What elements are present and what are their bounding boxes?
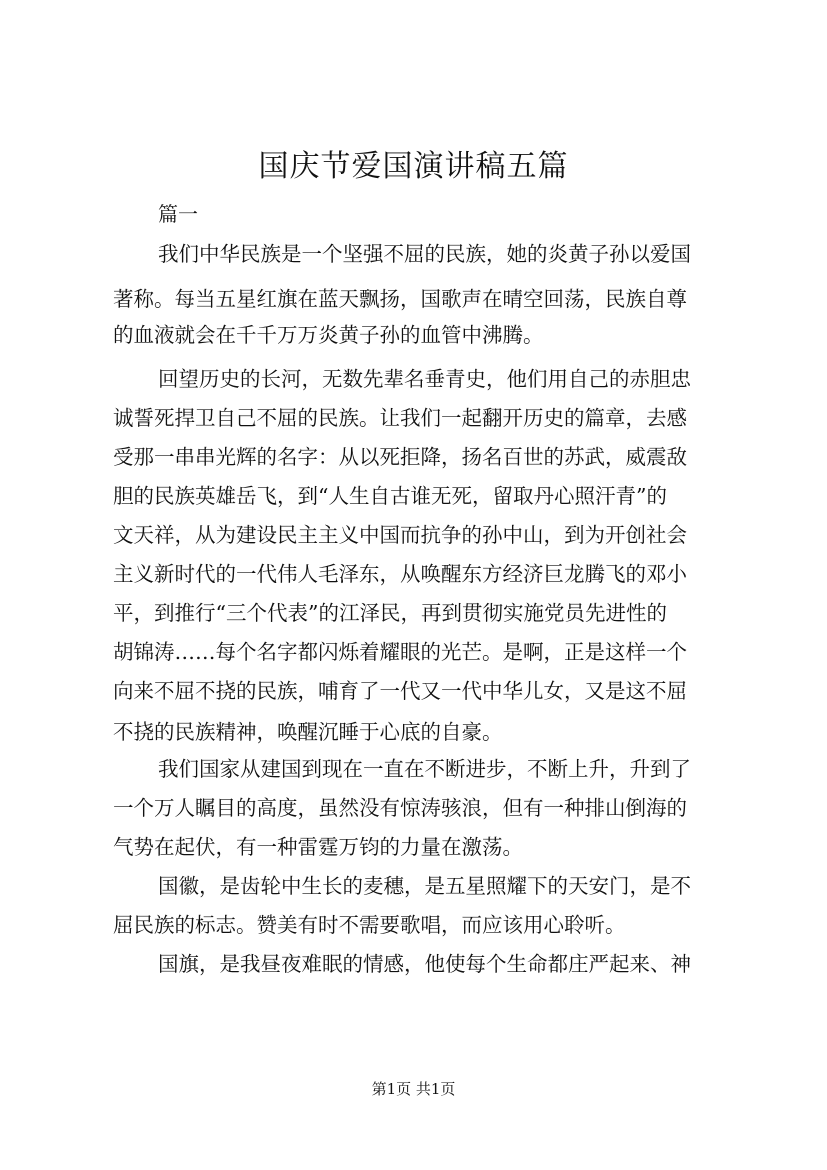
text-line: 诚誓死捍卫自己不屈的民族。让我们一起翻开历史的篇章，去感 — [113, 406, 687, 430]
text-line: 胆的民族英雄岳飞，到“人生自古谁无死，留取丹心照汗青”的 — [113, 484, 667, 508]
text-line: 受那一串串光辉的名字：从以死拒降，扬名百世的苏武，威震敌 — [113, 445, 687, 469]
text-line: 不挠的民族精神，唤醒沉睡于心底的自豪。 — [113, 720, 503, 744]
text-line: 向来不屈不挠的民族，哺育了一代又一代中华儿女，又是这不屈 — [113, 679, 687, 703]
text-line: 主义新时代的一代伟人毛泽东，从唤醒东方经济巨龙腾飞的邓小 — [113, 562, 687, 586]
text-line: 胡锦涛……每个名字都闪烁着耀眼的光芒。是啊，正是这样一个 — [113, 640, 687, 664]
text-line: 屈民族的标志。赞美有时不需要歌唱，而应该用心聆听。 — [113, 913, 626, 937]
section-heading: 篇一 — [158, 202, 198, 226]
text-line: 文天祥，从为建设民主主义中国而抗争的孙中山，到为开创社会 — [113, 523, 687, 547]
text-line: 平，到推行“三个代表”的江泽民，再到贯彻实施党员先进性的 — [113, 601, 667, 625]
text-line: 著称。每当五星红旗在蓝天飘扬，国歌声在晴空回荡，民族自尊 — [113, 287, 687, 311]
text-line: 一个万人瞩目的高度，虽然没有惊涛骇浪，但有一种排山倒海的 — [113, 796, 687, 820]
page-footer: 第1页 共1页 — [371, 1080, 456, 1098]
text-line: 国徽，是齿轮中生长的麦穗，是五星照耀下的天安门，是不 — [158, 874, 691, 898]
text-line: 的血液就会在千千万万炎黄子孙的血管中沸腾。 — [113, 323, 544, 347]
document-title: 国庆节爱国演讲稿五篇 — [258, 149, 569, 184]
text-line: 回望历史的长河，无数先辈名垂青史，他们用自己的赤胆忠 — [158, 367, 691, 391]
text-line: 气势在起伏，有一种雷霆万钧的力量在激荡。 — [113, 835, 523, 859]
text-line: 我们中华民族是一个坚强不屈的民族，她的炎黄子孙以爱国 — [158, 242, 691, 266]
text-line: 国旗，是我昼夜难眠的情感，他使每个生命都庄严起来、神 — [158, 952, 691, 976]
text-line: 我们国家从建国到现在一直在不断进步，不断上升，升到了 — [158, 757, 691, 781]
